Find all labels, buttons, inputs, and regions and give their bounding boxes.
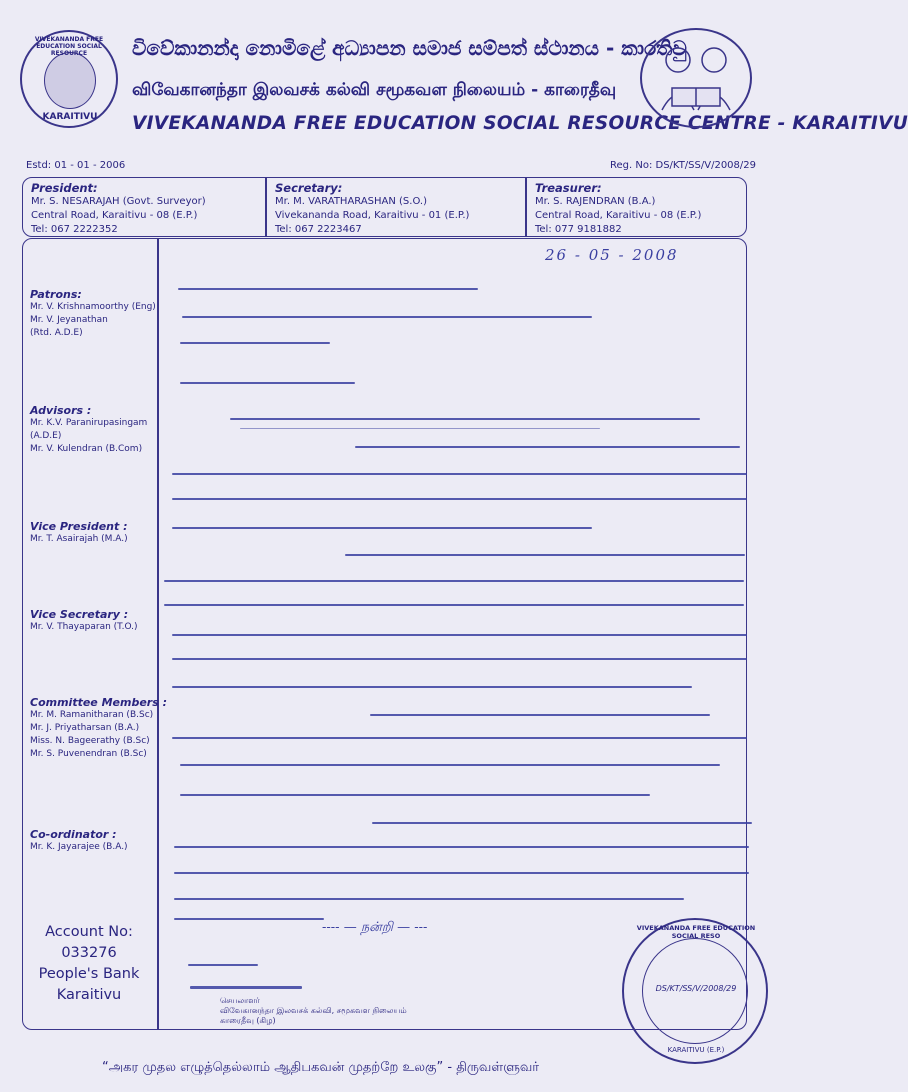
stamp-ring-text: VIVEKANANDA FREE EDUCATION SOCIAL RESO bbox=[636, 924, 756, 940]
signature-block bbox=[220, 996, 407, 1026]
officers-panel bbox=[22, 177, 747, 237]
treasurer-name: Mr. S. RAJENDRAN (B.A.) bbox=[535, 196, 656, 207]
stamp-center-text: DS/KT/SS/V/2008/29 bbox=[655, 984, 737, 993]
bank-account-box bbox=[28, 922, 150, 1006]
secretary-address: Vivekananda Road, Karaitivu - 01 (E.P.) bbox=[275, 210, 470, 221]
account-number: 033276 bbox=[61, 945, 117, 961]
coordinator-heading: Co-ordinator : bbox=[30, 828, 117, 841]
established-date: Estd: 01 - 01 - 2006 bbox=[26, 160, 126, 171]
committee-member: Mr. S. Puvenendran (B.Sc) bbox=[30, 749, 147, 759]
committee-heading: Committee Members : bbox=[30, 696, 167, 709]
advisor-name: Mr. V. Kulendran (B.Com) bbox=[30, 444, 143, 454]
patrons-heading: Patrons: bbox=[30, 288, 82, 301]
treasurer-tel: Tel: 077 9181882 bbox=[535, 224, 622, 235]
president-name: Mr. S. NESARAJAH (Govt. Surveyor) bbox=[31, 196, 206, 207]
account-label: Account No: bbox=[45, 924, 133, 940]
vice-president-heading: Vice President : bbox=[30, 520, 128, 533]
logo-bottom-text: KARAITIVU bbox=[42, 112, 98, 122]
sinhala-org-name: විවේකානන්දා නොමිළේ අධ්‍යාපන සමාජ සම්පත් ස්ථානය - කාරතිවු bbox=[132, 36, 687, 60]
patron-name: (Rtd. A.D.E) bbox=[30, 328, 83, 338]
signatory-place: காரைதீவு (கிழ) bbox=[220, 1016, 276, 1025]
president-block bbox=[23, 178, 265, 236]
treasurer-block bbox=[527, 178, 745, 236]
organization-logo-left bbox=[20, 30, 118, 128]
children-reading-icon bbox=[642, 30, 750, 126]
signatory-organization: விவேகானந்தா இலவசக் கல்வி, சமூகவள நிலையம் bbox=[220, 1006, 407, 1015]
committee-member: Miss. N. Bageerathy (B.Sc) bbox=[30, 736, 150, 746]
registration-number: Reg. No: DS/KT/SS/V/2008/29 bbox=[610, 160, 756, 171]
vice-secretary-section bbox=[30, 608, 138, 634]
vice-president-name: Mr. T. Asairajah (M.A.) bbox=[30, 534, 128, 544]
sidebar-divider bbox=[157, 239, 159, 1029]
president-role: President: bbox=[31, 181, 98, 195]
committee-member: Mr. J. Priyatharsan (B.A.) bbox=[30, 723, 140, 733]
advisors-heading: Advisors : bbox=[30, 404, 92, 417]
organization-stamp bbox=[622, 918, 768, 1064]
coordinator-section bbox=[30, 828, 128, 854]
vice-secretary-heading: Vice Secretary : bbox=[30, 608, 129, 621]
treasurer-role: Treasurer: bbox=[535, 181, 602, 195]
portrait-icon bbox=[44, 52, 96, 109]
logo-ring-text: VIVEKANANDA FREE EDUCATION SOCIAL RESOURCE bbox=[34, 36, 104, 57]
patrons-section bbox=[30, 288, 156, 340]
secretary-role: Secretary: bbox=[275, 181, 343, 195]
secretary-tel: Tel: 067 2223467 bbox=[275, 224, 362, 235]
patron-name: Mr. V. Jeyanathan bbox=[30, 315, 108, 325]
advisor-name: (A.D.E) bbox=[30, 431, 62, 441]
bank-branch: Karaitivu bbox=[56, 987, 122, 1003]
english-org-name: VIVEKANANDA FREE EDUCATION SOCIAL RESOURCE CENTRE - KARAITIVU bbox=[132, 113, 908, 134]
signatory-designation: செயலாளர் bbox=[220, 996, 260, 1005]
coordinator-name: Mr. K. Jayarajee (B.A.) bbox=[30, 842, 128, 852]
stamp-bottom-text: KARAITIVU (E.P.) bbox=[667, 1046, 725, 1054]
bank-name: People's Bank bbox=[38, 966, 140, 982]
reading-children-logo bbox=[640, 28, 752, 128]
committee-section bbox=[30, 696, 167, 761]
secretary-name: Mr. M. VARATHARASHAN (S.O.) bbox=[275, 196, 428, 207]
letter-closing: ---- — நன்றி — --- bbox=[322, 920, 428, 935]
committee-member: Mr. M. Ramanitharan (B.Sc) bbox=[30, 710, 154, 720]
letter-date: 26 - 05 - 2008 bbox=[545, 246, 679, 264]
treasurer-address: Central Road, Karaitivu - 08 (E.P.) bbox=[535, 210, 702, 221]
footer-quote: “அகர முதல எழுத்தெல்லாம் ஆதிபகவன் முதற்றே உலகு” - திருவள்ளுவர் bbox=[102, 1060, 540, 1075]
advisors-section bbox=[30, 404, 147, 456]
tamil-org-name: விவேகானந்தா இலவசக் கல்வி சமூகவள நிலையம் - காரைதீவு bbox=[132, 80, 617, 100]
secretary-block bbox=[267, 178, 527, 236]
president-address: Central Road, Karaitivu - 08 (E.P.) bbox=[31, 210, 198, 221]
patron-name: Mr. V. Krishnamoorthy (Eng) bbox=[30, 302, 156, 312]
vice-secretary-name: Mr. V. Thayaparan (T.O.) bbox=[30, 622, 138, 632]
advisor-name: Mr. K.V. Paranirupasingam bbox=[30, 418, 148, 428]
vice-president-section bbox=[30, 520, 128, 546]
president-tel: Tel: 067 2222352 bbox=[31, 224, 118, 235]
